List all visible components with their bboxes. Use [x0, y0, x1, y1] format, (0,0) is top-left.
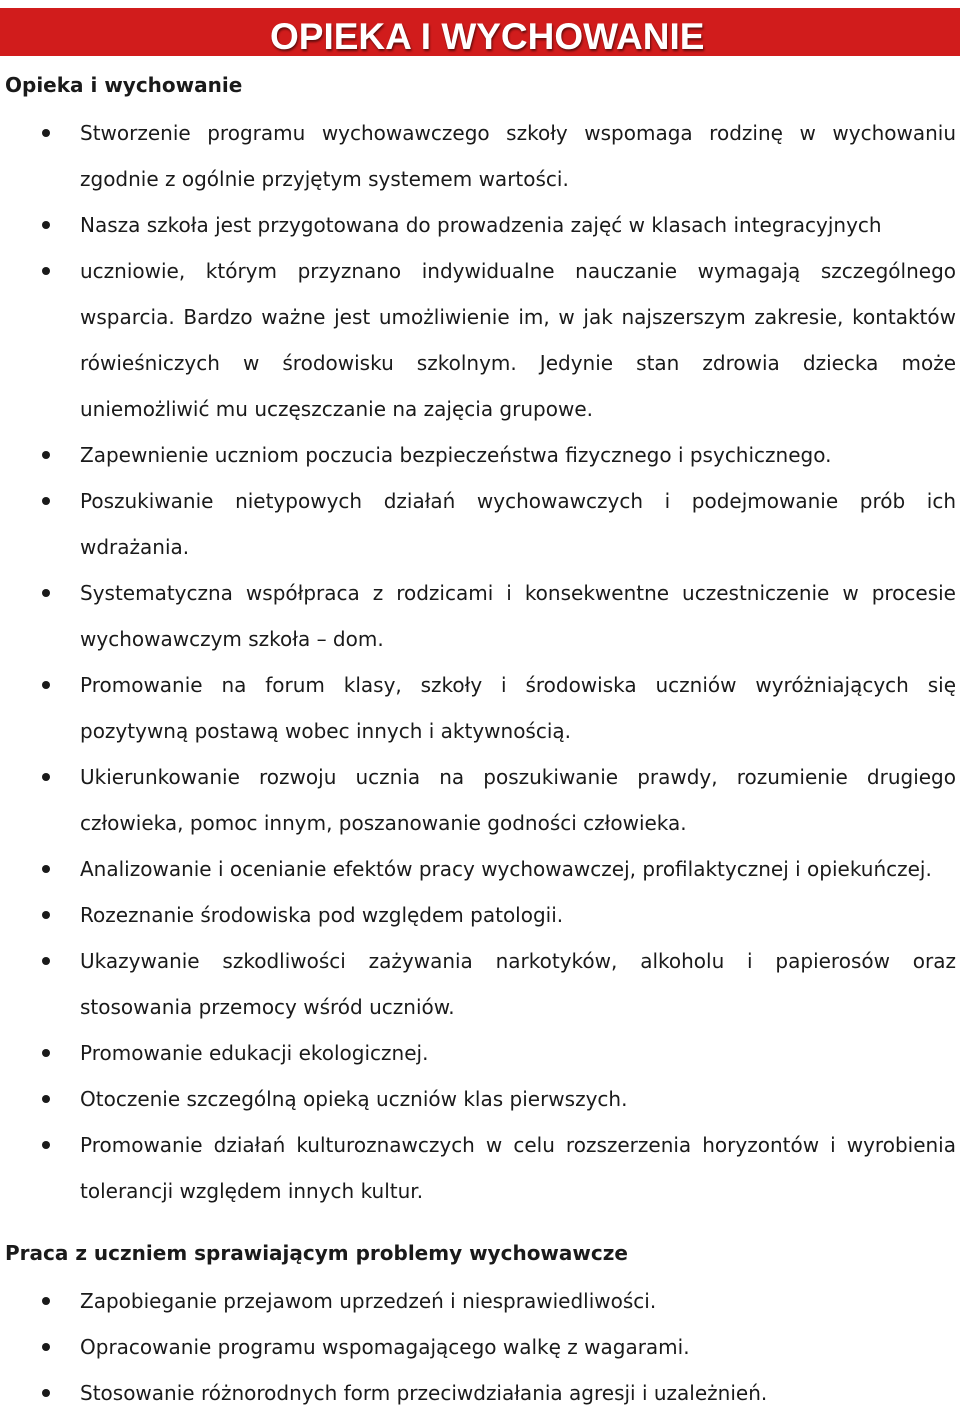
- bullet-icon: [42, 1049, 50, 1057]
- section-heading-opieka: Opieka i wychowanie: [5, 73, 243, 97]
- list-item-text: Promowanie działań kulturoznawczych w celu rozszerzenia horyzontów i wyrobienia tolerancji względem innych kultur.: [80, 1133, 956, 1203]
- list-item-text: Systematyczna współpraca z rodzicami i konsekwentne uczestniczenie w procesie wychowawczym szkoła – dom.: [80, 581, 956, 651]
- section-heading-praca: Praca z uczniem sprawiającym problemy wychowawcze: [5, 1241, 628, 1265]
- list-item-text: uczniowie, którym przyznano indywidualne nauczanie wymagają szczególnego wsparcia. Bardzo ważne jest umożliwienie im, w jak najszerszym zakresie, kontaktów rówieśniczych w środowisku szkolnym. Jedynie stan zdrowia dziecka może uniemożliwić mu uczęszczanie na zajęcia grupowe.: [80, 259, 956, 421]
- list-item: [0, 754, 960, 846]
- bullet-icon: [42, 773, 50, 781]
- page-title: OPIEKA I WYCHOWANIE: [270, 16, 705, 57]
- list-item-text: Nasza szkoła jest przygotowana do prowadzenia zajęć w klasach integracyjnych: [80, 213, 882, 237]
- list-item: [0, 846, 960, 892]
- list-item-text: Stosowanie różnorodnych form przeciwdziałania agresji i uzależnień.: [80, 1381, 768, 1405]
- list-item: [0, 892, 960, 938]
- bullet-icon: [42, 1297, 50, 1305]
- list-item: [0, 1076, 960, 1122]
- list-item-text: Zapewnienie uczniom poczucia bezpieczeństwa fizycznego i psychicznego.: [80, 443, 832, 467]
- bullet-icon: [42, 589, 50, 597]
- list-item: [0, 110, 960, 202]
- title-banner: [0, 8, 960, 56]
- list-item: [0, 202, 960, 248]
- bullet-icon: [42, 1343, 50, 1351]
- list-item-text: Ukierunkowanie rozwoju ucznia na poszukiwanie prawdy, rozumienie drugiego człowieka, pomoc innym, poszanowanie godności człowieka.: [80, 765, 956, 835]
- list-item-text: Opracowanie programu wspomagającego walkę z wagarami.: [80, 1335, 690, 1359]
- bullet-icon: [42, 451, 50, 459]
- list-item-text: Zapobieganie przejawom uprzedzeń i niesprawiedliwości.: [80, 1289, 657, 1313]
- list-item-text: Rozeznanie środowiska pod względem patologii.: [80, 903, 564, 927]
- section2-list: [0, 1278, 960, 1416]
- bullet-icon: [42, 1389, 50, 1397]
- bullet-icon: [42, 681, 50, 689]
- list-item-text: Otoczenie szczególną opieką uczniów klas pierwszych.: [80, 1087, 628, 1111]
- bullet-icon: [42, 129, 50, 137]
- list-item: [0, 432, 960, 478]
- list-item: [0, 478, 960, 570]
- list-item-text: Stworzenie programu wychowawczego szkoły wspomaga rodzinę w wychowaniu zgodnie z ogólnie przyjętym systemem wartości.: [80, 121, 956, 191]
- bullet-icon: [42, 267, 50, 275]
- list-item-text: Poszukiwanie nietypowych działań wychowawczych i podejmowanie prób ich wdrażania.: [80, 489, 956, 559]
- list-item: [0, 1370, 960, 1416]
- list-item: [0, 248, 960, 432]
- list-item: [0, 1030, 960, 1076]
- bullet-icon: [42, 1141, 50, 1149]
- list-item-text: Promowanie na forum klasy, szkoły i środowiska uczniów wyróżniających się pozytywną postawą wobec innych i aktywnością.: [80, 673, 956, 743]
- section1-list: [0, 110, 960, 1214]
- list-item: [0, 662, 960, 754]
- list-item-text: Promowanie edukacji ekologicznej.: [80, 1041, 429, 1065]
- list-item: [0, 1278, 960, 1324]
- list-item: [0, 1324, 960, 1370]
- bullet-icon: [42, 221, 50, 229]
- list-item: [0, 570, 960, 662]
- bullet-icon: [42, 497, 50, 505]
- list-item: [0, 938, 960, 1030]
- bullet-icon: [42, 957, 50, 965]
- bullet-icon: [42, 911, 50, 919]
- bullet-icon: [42, 865, 50, 873]
- list-item: [0, 1122, 960, 1214]
- list-item-text: Analizowanie i ocenianie efektów pracy wychowawczej, profilaktycznej i opiekuńczej.: [80, 857, 932, 881]
- bullet-icon: [42, 1095, 50, 1103]
- list-item-text: Ukazywanie szkodliwości zażywania narkotyków, alkoholu i papierosów oraz stosowania przemocy wśród uczniów.: [80, 949, 956, 1019]
